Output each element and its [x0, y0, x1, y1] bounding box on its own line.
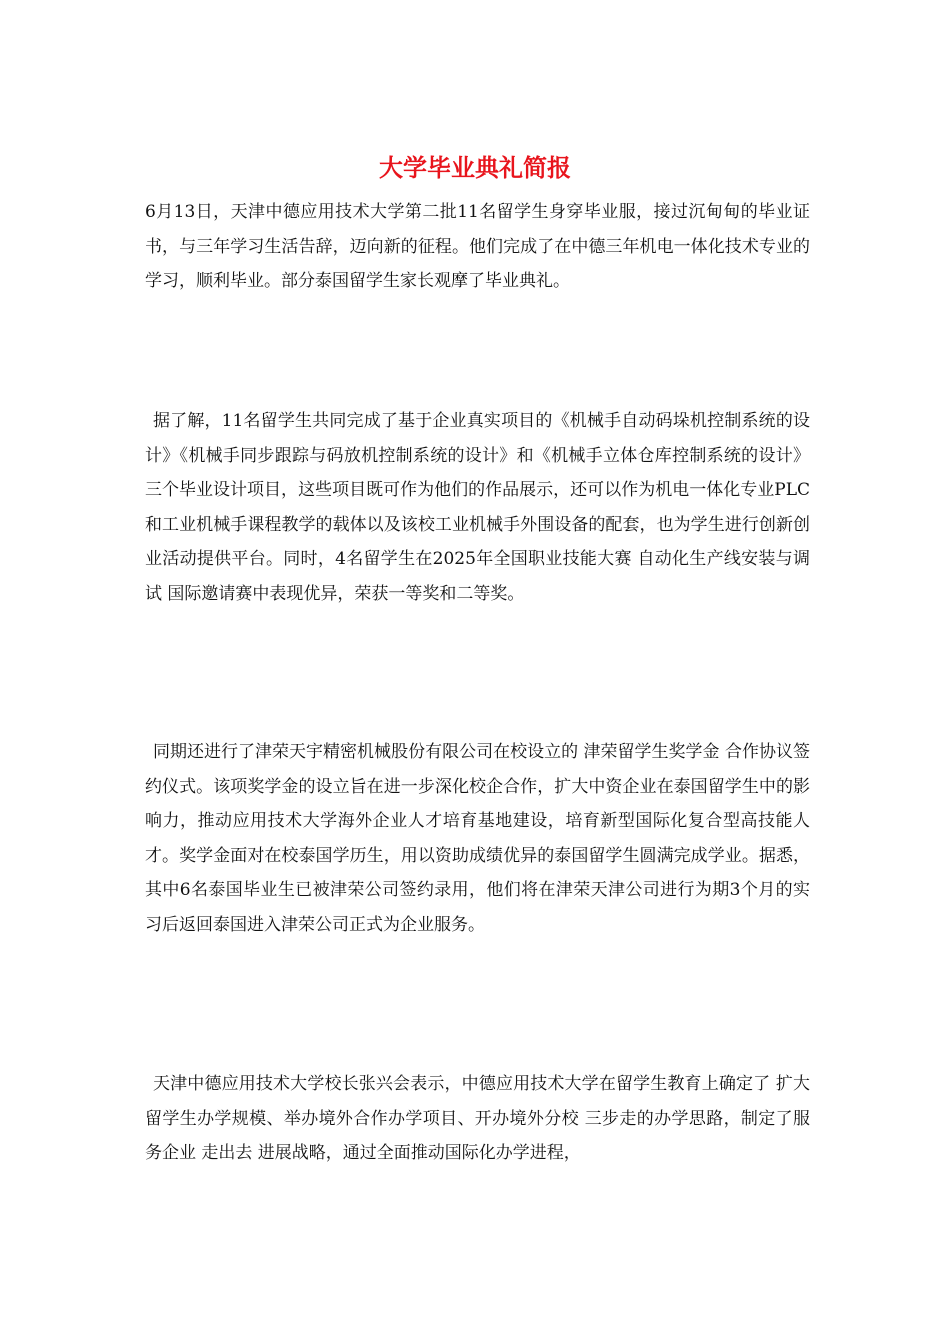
paragraph-scholarship-signing: 同期还进行了津荣天宇精密机械股份有限公司在校设立的 津荣留学生奖学金 合作协议签约仪式。该项奖学金的设立旨在进一步深化校企合作，扩大中资企业在泰国留学生中的影响力，推动应用技术大学海外企业人才培育基地建设，培育新型国际化复合型高技能人才。奖学金面对在校泰国学历生，用以资助成绩优异的泰国留学生圆满完成学业。据悉，其中6名泰国毕业生已被津荣公司签约录用，他们将在津荣天津公司进行为期3个月的实习后返回泰国进入津荣公司正式为企业服务。	[145, 742, 810, 935]
paragraph-president-remarks: 天津中德应用技术大学校长张兴会表示，中德应用技术大学在留学生教育上确定了 扩大留学生办学规模、举办境外合作办学项目、开办境外分校 三步走的办学思路，制定了服务企业 走出去 进展战略，通过全面推动国际化办学进程，	[145, 1074, 810, 1163]
document-title: 大学毕业典礼简报	[379, 153, 571, 182]
paragraph-graduation-ceremony: 6月13日，天津中德应用技术大学第二批11名留学生身穿毕业服，接过沉甸甸的毕业证书，与三年学习生活告辞，迈向新的征程。他们完成了在中德三年机电一体化技术专业的学习，顺利毕业。部分泰国留学生家长观摩了毕业典礼。	[145, 202, 810, 291]
paragraph-graduation-projects: 据了解，11名留学生共同完成了基于企业真实项目的《机械手自动码垛机控制系统的设计》《机械手同步跟踪与码放机控制系统的设计》和《机械手立体仓库控制系统的设计》三个毕业设计项目，这些项目既可作为他们的作品展示，还可以作为机电一体化专业PLC和工业机械手课程教学的载体以及该校工业机械手外围设备的配套，也为学生进行创新创业活动提供平台。同时，4名留学生在2025年全国职业技能大赛 自动化生产线安装与调试 国际邀请赛中表现优异，荣获一等奖和二等奖。	[145, 411, 810, 604]
